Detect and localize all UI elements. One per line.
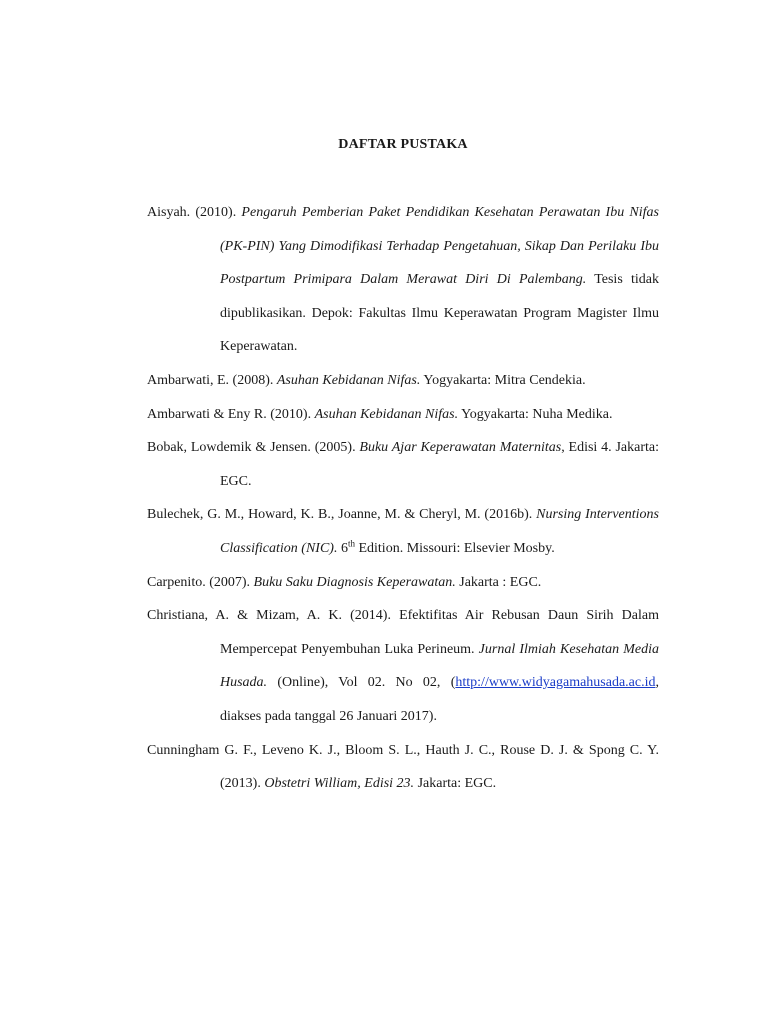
reference-publisher: Edition. Missouri: Elsevier Mosby. [354, 540, 555, 556]
reference-title: Buku Saku Diagnosis Keperawatan. [253, 574, 456, 590]
reference-item [147, 364, 659, 398]
reference-authors: Ambarwati, E. (2008). [147, 372, 277, 388]
reference-title: Asuhan Kebidanan Nifas. [276, 372, 421, 388]
reference-title: Nursing Interventions Classification (NIC). [220, 507, 659, 556]
reference-item [147, 566, 659, 600]
reference-authors: Ambarwati & Eny R. (2010). [147, 406, 315, 422]
page-title: DAFTAR PUSTAKA [338, 137, 468, 152]
reference-list [147, 196, 659, 801]
reference-journal: Jurnal Ilmiah Kesehatan Media Husada. [220, 641, 659, 691]
reference-authors: Aisyah. (2010). [147, 205, 242, 220]
reference-publisher: Jakarta: EGC. [414, 776, 497, 792]
reference-item [147, 431, 659, 498]
reference-title: Asuhan Kebidanan Nifas. [314, 406, 459, 422]
reference-edition: 6 [337, 540, 348, 556]
reference-authors: Bobak, Lowdemik & Jensen. (2005). [147, 440, 360, 456]
reference-volume: (Online), Vol 02. No 02, ( [267, 675, 456, 691]
reference-publisher: Tesis tidak dipublikasikan. Depok: Fakultas Ilmu Keperawatan Program Magister Ilmu Keperawatan. [220, 272, 659, 355]
reference-title: Buku Ajar Keperawatan Maternitas [359, 440, 562, 456]
reference-title: Pengaruh Pemberian Paket Pendidikan Kesehatan Perawatan Ibu Nifas (PK-PIN) Yang Dimodifikasi Terhadap Pengetahuan, Sikap Dan Perilaku Ibu Postpartum Primipara Dalam Merawat Diri Di Palembang. [220, 205, 659, 288]
reference-link[interactable]: http://www.widyagamahusada.ac.id [455, 675, 656, 691]
reference-item [147, 498, 659, 565]
reference-authors: Cunningham G. F., Leveno K. J., Bloom S. L., Hauth J. C., Rouse D. J. & Spong C. Y. (2013). [147, 742, 659, 792]
reference-authors: Christiana, A. & Mizam, A. K. (2014). Efektifitas Air Rebusan Daun Sirih Dalam Mempercepat Penyembuhan Luka Perineum. [147, 608, 659, 657]
reference-item [147, 196, 659, 364]
reference-authors: Carpenito. (2007). [147, 574, 254, 590]
reference-item [147, 734, 659, 801]
reference-publisher: Jakarta : EGC. [455, 574, 542, 590]
ordinal-suffix: th [347, 538, 355, 549]
reference-item [147, 599, 659, 733]
reference-access-date: , diakses pada tanggal 26 Januari 2017). [220, 675, 659, 724]
reference-item [147, 398, 659, 432]
reference-publisher: Yogyakarta: Mitra Cendekia. [420, 372, 586, 388]
reference-publisher: Yogyakarta: Nuha Medika. [458, 406, 613, 422]
reference-publisher: , Edisi 4. Jakarta: EGC. [220, 440, 659, 489]
reference-authors: Bulechek, G. M., Howard, K. B., Joanne, M. & Cheryl, M. (2016b). [147, 507, 537, 523]
reference-title: Obstetri William, Edisi 23. [264, 776, 415, 792]
